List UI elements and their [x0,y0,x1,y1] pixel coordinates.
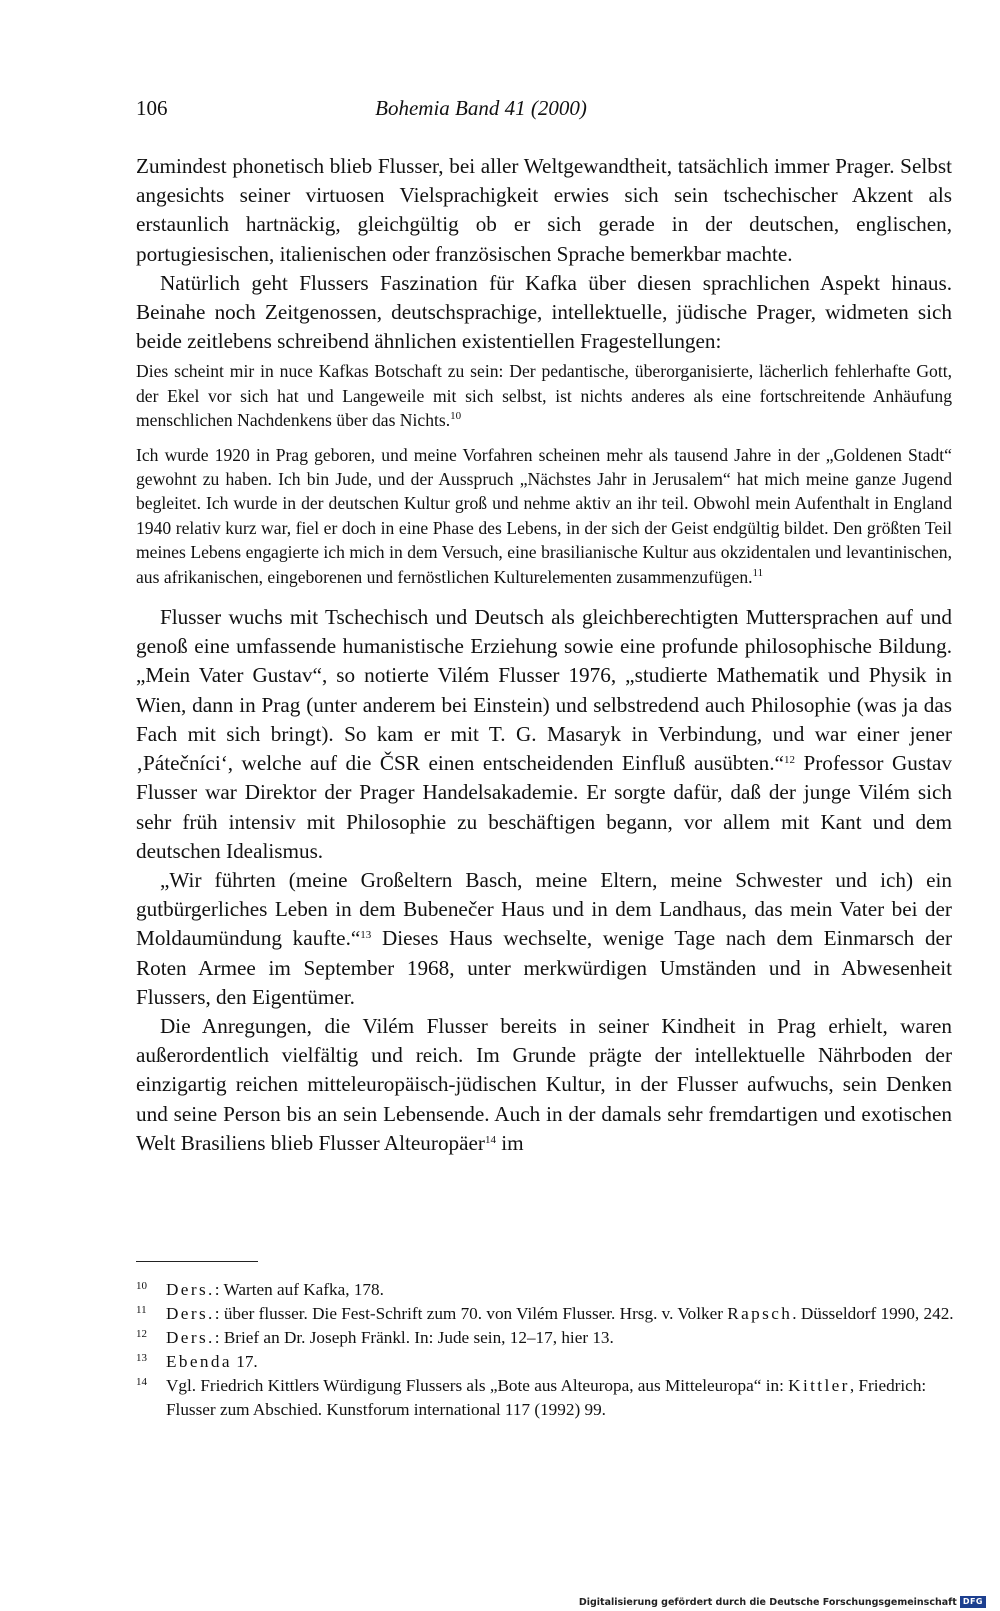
footnote-author: Ders. [166,1328,215,1347]
digitization-note: Digitalisierung gefördert durch die Deutsche Forschungsgemeinschaft [578,1596,957,1608]
dfg-logo-icon: DFG [960,1596,986,1608]
footnote-number: 11 [136,1304,147,1316]
footnote-text: : Warten auf Kafka, 178. [214,1280,384,1299]
footnote-ref-12[interactable]: 12 [783,754,795,767]
running-header [136,96,956,126]
paragraph-3 [136,603,952,866]
paragraph-3-text-b: Professor Gustav Flusser war Direktor der Prager Handelsakademie. Er sorgte dafür, daß der junge Vilém sich sehr früh intensiv mit Philosophie zu beschäftigen begann, vor allem mit Kant und dem deutschen Idealismus. [136,751,952,863]
paragraph-5-text-b: im [496,1130,524,1155]
paragraph-2: Natürlich geht Flussers Faszination für Kafka über diesen sprachlichen Aspekt hinaus. Beinahe noch Zeitgenossen, deutschsprachige, intellektuelle, jüdische Prager, widmeten sich beide zeitlebens schreibend ähnlichen existentiellen Fragestellungen: [136,270,952,354]
footnote-author: Kittler [788,1376,850,1395]
footnote-number: 10 [136,1280,147,1292]
paragraph-4-text-b: Dieses Haus wechselte, wenige Tage nach dem Einmarsch der Roten Armee im September 1968, unter merkwürdigen Umständen und in Abwesenheit Flussers, den Eigentümer. [136,926,953,1009]
paragraph-1: Zumindest phonetisch blieb Flusser, bei aller Weltgewandtheit, tatsächlich immer Prager. Selbst angesichts seiner virtuosen Vielsprachigkeit erwies sich sein tschechischer Akzent als erstaunlich hartnäckig, gleichgültig ob er sich gerade in der deutschen, englischen, portugiesischen, italienischen oder französischen Sprache bemerkbar machte. [136,154,952,266]
footnote-13 [136,1350,956,1374]
footnote-ref-14[interactable]: 14 [485,1133,496,1146]
paragraph-3-text-a: Flusser wuchs mit Tschechisch und Deutsch als gleichberechtigten Muttersprachen auf und genoß eine umfassende humanistische Erziehung sowie eine profunde philosophische Bildung. „Mein Vater Gustav“, so notierte Vilém Flusser 1976, „studierte Mathematik und Physik in Wien, dann in Prag (unter anderem bei Einstein) und selbstredend auch Philosophie (was ja das Fach mit sich bringt). So kam er mit T. G. Masaryk in Verbindung, und war einer jener ‚Pátečníci‘, welche auf die ČSR einen entscheidenden Einfluß ausübten.“ [136,605,952,776]
block-quote-2 [136,443,952,589]
footnote-editor: Rapsch [727,1304,793,1323]
footnote-number: 13 [136,1352,147,1364]
block-quote-2-text: Ich wurde 1920 in Prag geboren, und meine Vorfahren scheinen mehr als tausend Jahre in der „Goldenen Stadt“ gewohnt zu haben. Ich bin Jude, und der Ausspruch „Nächstes Jahr in Jerusalem“ hat mich meine ganze Jugend begleitet. Ich wurde in der deutschen Kultur groß und nehme aktiv an ihr teil. Obwohl mein Aufenthalt in England 1940 relativ kurz war, fiel er doch in eine Phase des Lebens, in der sich der Geist endgültig bildet. Den größten Teil meines Lebens engagierte ich mich in dem Versuch, eine brasilianische Kultur aus okzidentalen und levantinischen, aus afrikanischen, eingeborenen und fernöstlichen Kulturelementen zusammenzufügen. [136,444,952,587]
body-text [136,152,952,1158]
footnotes [136,1278,956,1422]
paragraph-5-text-a: Die Anregungen, die Vilém Flusser bereits in seiner Kindheit in Prag erhielt, waren außerordentlich vielfältig und reich. Im Grunde prägte der intellektuelle Nährboden der einzigartig reichen mitteleuropäisch-jüdischen Kultur, in der Flusser aufwuchs, sein Denken und seine Person bis an sein Lebensende. Auch in der damals sehr fremdartigen und exotischen Welt Brasiliens blieb Flusser Alteuropäer [136,1013,952,1155]
footnote-text: , Friedrich: Flusser zum Abschied. Kunstforum international 117 (1992) 99. [166,1376,927,1419]
footnote-divider [136,1261,258,1262]
footnote-text: : Brief an Dr. Joseph Fränkl. In: Jude sein, 12–17, hier 13. [214,1328,614,1347]
digitization-footer [579,1596,986,1608]
footnote-number: 12 [136,1328,147,1340]
footnote-11 [136,1302,956,1326]
footnote-12 [136,1326,956,1350]
footnote-ref-13[interactable]: 13 [360,929,372,942]
footnote-lead: Vgl. Friedrich Kittlers Würdigung Flussers als „Bote aus Alteuropa, aus Mitteleuropa“ in: [166,1376,789,1395]
paragraph-4 [136,866,952,1012]
paragraph-4-text-a: „Wir führten (meine Großeltern Basch, meine Eltern, meine Schwester und ich) ein gutbürgerliches Leben in dem Bubenečer Haus und in dem Landhaus, das mein Vater bei der Moldaumündung kaufte.“ [136,867,952,951]
block-quote-1 [136,359,952,432]
footnote-author: Ders. [166,1304,215,1323]
footnote-14 [136,1374,956,1422]
footnote-author: Ders. [166,1280,215,1299]
footnote-ref-10[interactable]: 10 [450,410,462,423]
block-quote-1-text: Dies scheint mir in nuce Kafkas Botschaft zu sein: Der pedantische, überorganisierte, lächerlich fehlerhafte Gott, der Ekel vor sich hat und Langeweile mit sich selbst, ist nichts anderes als eine fortschreitende Anhäufung menschlichen Nachdenkens über das Nichts. [136,361,952,431]
footnote-ref-11[interactable]: 11 [752,566,764,579]
running-title: Bohemia Band 41 (2000) [375,96,587,120]
footnote-10 [136,1278,956,1302]
footnote-text-cont: . Düsseldorf 1990, 242. [792,1304,954,1323]
page-number: 106 [136,96,168,120]
paragraph-5 [136,1012,952,1158]
footnote-text: : über flusser. Die Fest-Schrift zum 70. von Vilém Flusser. Hrsg. v. Volker [214,1304,728,1323]
footnote-text: 17. [231,1352,258,1371]
footnote-number: 14 [136,1376,147,1388]
footnote-author: Ebenda [166,1352,232,1371]
